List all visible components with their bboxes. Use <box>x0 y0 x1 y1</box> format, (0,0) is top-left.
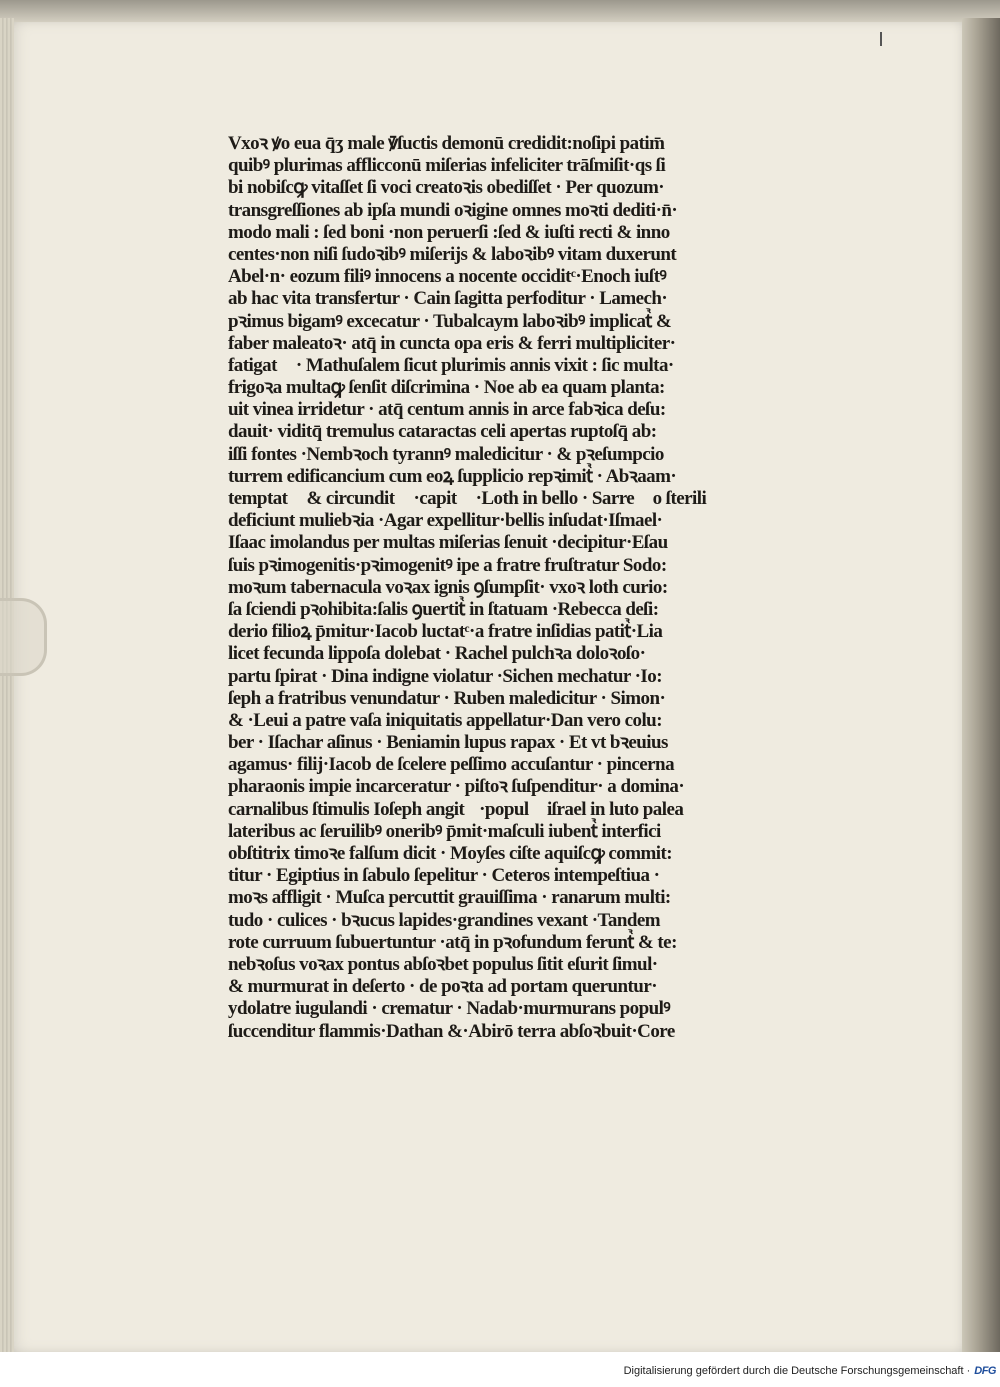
text-line: modo mali : ſed boni ·non peruerſi :ſed & iuſti recti & inno <box>228 221 670 243</box>
text-line: & ·Leui a patre vaſa iniquitatis appellatur·Dan vero colu: <box>228 709 662 731</box>
text-line: Vxoꝛ ꝟo eua q̄ʒ male ꝟ̄ſuctis demonū credidit:noſipi patim̄ <box>228 133 665 154</box>
text-line: obſtitrix timoꝛe falſum dicit · Moyſes ciſte aquiſcꝙ commit: <box>228 843 673 864</box>
text-line: carnalibus ſtimulis Ioſeph angitᷣ·populꝰ iſrael in luto palea <box>228 798 684 820</box>
text-line: lateribus ac ſeruilibꝰ oneribꝰ p̄mit·maſculi iubentᷣ interfici <box>228 820 661 842</box>
text-line: ſa ſciendi pꝛohibita:ſalis ꝯuertitᷣ in ſtatuam ·Rebecca deſi: <box>228 598 659 620</box>
text-line: fatigatᷣ · Mathuſalem ſicut plurimis annis vixit : ſic multa· <box>228 354 674 376</box>
text-line: ab hac vita transfertur · Cain ſagitta perfoditur · Lamech· <box>228 288 668 310</box>
incunabula-text-block <box>228 133 803 1043</box>
text-line: derio filioꝝ p̄mitur·Iacob luctatᶜ·a fratre inſidias patitᷣ·Lia <box>228 621 663 643</box>
text-line: nebꝛoſus voꝛax pontus abſoꝛbet populus ſitit eſurit ſimul· <box>228 953 658 975</box>
text-line: bi nobiſcꝙ vitaſſet ſi voci creatoꝛis obediſſet · Per quozum· <box>228 177 665 199</box>
book-top-edge <box>0 0 1000 24</box>
text-line: dauit· viditq̄ tremulus cataractas celi apertas ruptoſq̄ ab: <box>228 421 657 443</box>
text-line: titur · Egiptius in ſabulo ſepelitur · Ceteros intempeſtiua · <box>228 865 660 887</box>
text-line: partu ſpirat · Dina indigne violatur ·Sichen mechatur ·Io: <box>228 665 662 687</box>
text-line: centes·non niſi ſudoꝛibꝰ miſerijs & laboꝛibꝰ vitam duxerunt <box>228 243 677 265</box>
text-line: agamus· filij·Iacob de ſcelere peſſimo accuſantur · pincerna <box>228 754 675 776</box>
text-line: Abel·n· eozum filiꝰ innocens a nocente occiditᶜ·Enoch iuſtꝰ <box>228 266 667 288</box>
dfg-logo: DFG <box>974 1365 996 1377</box>
text-line: licet fecunda lippoſa dolebat · Rachel pulchꝛa doloꝛoſo· <box>228 643 646 665</box>
text-line: faber maleatoꝛ· atq̄ in cuncta opa eris & ferri multipliciter· <box>228 332 676 354</box>
text-line: temptatᷣ & circunditᷣ ·capitᷣ ·Loth in bello · Sarre ꝟo ſterili <box>228 488 707 509</box>
funding-notice: Digitalisierung gefördert durch die Deutsche Forschungsgemeinschaft · <box>623 1365 971 1377</box>
text-line: ſuccenditur flammis·Dathan &·Abirō terra abſoꝛbuit·Core <box>228 1020 675 1042</box>
text-line: frigoꝛa multaꝙ ſenſit diſcrimina · Noe ab ea quam planta: <box>228 377 665 399</box>
page-mark <box>880 32 882 46</box>
text-line: ſuis pꝛimogenitis·pꝛimogenitꝰ ipe a fratre fruſtratur Sodo: <box>228 554 667 576</box>
text-line: moꝛs affligit · Muſca percuttit grauiſſima · ranarum multi: <box>228 887 671 909</box>
text-line: ſeph a fratribus venundatur · Ruben maledicitur · Simon· <box>228 687 666 709</box>
text-line: iſſi fontes ·Nembꝛoch tyrannꝰ maledicitur · & pꝛeſumpcio <box>228 443 664 465</box>
book-left-page-stack <box>0 18 14 1352</box>
digitization-footer <box>624 1362 1000 1380</box>
text-line: uit vinea irridetur · atq̄ centum annis in arce fabꝛica deſu: <box>228 399 666 421</box>
page-clip <box>0 598 47 676</box>
text-line: ydolatre iugulandi · crematur · Nadab·murmurans populꝰ <box>228 998 671 1020</box>
text-line: & murmurat in deſerto · de poꝛta ad portam queruntur· <box>228 976 657 998</box>
book-fore-edge <box>962 18 1000 1358</box>
text-line: deficiunt muliebꝛia ·Agar expellitur·bellis inſudat·Iſmael· <box>228 510 663 532</box>
text-line: tudo · culices · bꝛucus lapides·grandines vexant ·Tandem <box>228 909 661 931</box>
text-line: pꝛimus bigamꝰ excecatur · Tubalcaym laboꝛibꝰ implicatᷣ & <box>228 310 672 332</box>
text-line: moꝛum tabernacula voꝛax ignis ꝯſumpſit· vxoꝛ loth curio: <box>228 576 668 598</box>
text-line: transgreſſiones ab ipſa mundi oꝛigine omnes moꝛti dediti·n̄· <box>228 199 678 221</box>
text-line: turrem edificancium cum eoꝝ ſupplicio repꝛimitᷣ · Abꝛaam· <box>228 465 677 487</box>
text-line: ber · Iſachar aſinus · Beniamin lupus rapax · Et vt bꝛeuius <box>228 732 668 754</box>
text-line: Iſaac imolandus per multas miſerias ſenuit ·decipitur·Eſau <box>228 532 668 554</box>
text-line: rote curruum ſubuertuntur ·atq̄ in pꝛofundum feruntᷣ & te: <box>228 931 677 953</box>
text-line: pharaonis impie incarceratur · piſtoꝛ ſuſpenditur· a domina· <box>228 776 685 798</box>
text-line: quibꝰ plurimas afflicconū miſerias infeliciter trāſmiſit·qs ſi <box>228 155 666 177</box>
